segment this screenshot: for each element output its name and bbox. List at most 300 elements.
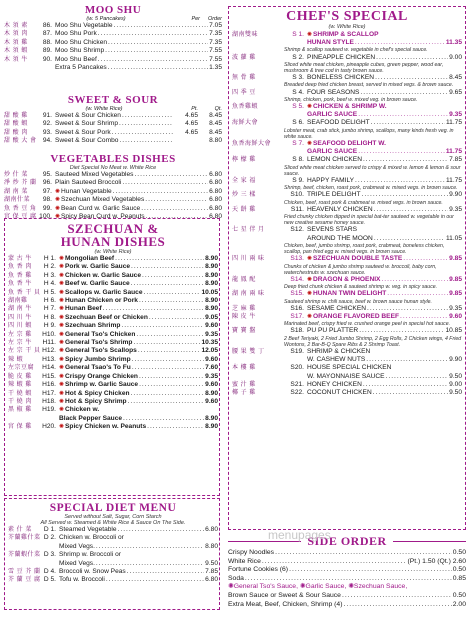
dot-leader: [375, 74, 448, 82]
item-number: H 8.: [43, 313, 56, 321]
dot-leader: [123, 415, 204, 423]
hot-spicy-icon: ✺: [59, 398, 65, 405]
item-chinese-name: 素 什 菜: [8, 527, 32, 533]
item-name: SHRIMP & CHICKEN: [307, 347, 371, 355]
moo-shu-item: [4, 30, 222, 38]
dot-leader: [96, 543, 204, 551]
dot-leader: [400, 313, 448, 321]
dot-leader: [289, 566, 452, 575]
item-name: Moo Shu Vegetable: [55, 22, 113, 29]
chef-special-item: [232, 148, 462, 156]
item-price-quart: 8.45: [209, 120, 222, 128]
sweet-sour-item: [4, 137, 222, 145]
item-description: Marinated beef, crispy fried w. crushed orange peel in special hot sauce.: [284, 321, 451, 328]
item-number: S 8.: [292, 156, 304, 164]
sweet-sour-item: [4, 120, 222, 128]
item-price: 6.80: [209, 196, 222, 204]
item-number: H11.: [42, 339, 56, 347]
item-chinese-name: 炒 三 樣: [232, 192, 256, 199]
szechuan-item: [8, 415, 218, 423]
item-chinese-name: 陳 皮 牛: [232, 313, 256, 320]
item-number: S 6.: [292, 119, 304, 127]
side-order-item: [228, 558, 466, 567]
hot-spicy-icon: ✺: [59, 264, 65, 271]
vegetables-subtitle: Diet Special No Meat w. White Rice: [69, 165, 157, 171]
szechuan-item: [8, 255, 218, 263]
vegetables-section: [4, 153, 222, 221]
dot-leader: [103, 305, 204, 313]
dot-leader: [363, 381, 448, 389]
item-chinese-name: 波 蘿 雞: [232, 54, 256, 61]
item-name: Extra 5 Pancakes: [55, 64, 107, 72]
item-chinese-name: 脆 皮 雞: [8, 373, 32, 380]
item-number: 93.: [42, 128, 52, 136]
szechuan-item: [8, 331, 218, 339]
item-chinese-name: 魚 香 雞: [8, 272, 32, 279]
dot-leader: [139, 381, 204, 389]
dot-leader: [134, 171, 208, 179]
item-chinese-name: 木 須 牛: [4, 56, 28, 63]
item-price: 7.60: [205, 364, 218, 372]
item-price: 8.90: [205, 423, 218, 431]
item-name: DRAGON & PHOENIX: [313, 275, 381, 283]
sweet-sour-subtitle: (w. White Rice): [85, 106, 123, 112]
item-name: LEMON CHICKEN: [307, 156, 362, 164]
item-chinese-name: 甜 酸 大 會: [4, 138, 37, 145]
item-chinese-name: 魚香雞蝦: [232, 104, 259, 111]
item-chinese-name: 左 宗 雞: [8, 331, 32, 338]
side-order-item: [228, 549, 466, 558]
item-chinese-name: 左宗豆腐: [8, 365, 35, 372]
item-name: Hunan Beef: [65, 305, 102, 313]
item-chinese-name: 干 燒 肉: [8, 398, 32, 405]
chef-subtitle: (w. White Rice): [328, 24, 366, 30]
item-number: S13.: [290, 255, 304, 263]
item-number: D 3.: [43, 551, 56, 559]
item-name: TRIPLE DELIGHT: [307, 191, 361, 199]
item-name: Mixed Vegs.: [59, 559, 95, 567]
item-price: 9.90: [449, 356, 462, 364]
item-price: 9.35: [449, 205, 462, 213]
side-order-section: [228, 534, 466, 609]
item-chinese-name: 雪 豆 芥 蘭: [8, 569, 41, 576]
item-price: 8.90: [205, 305, 218, 313]
item-name: PINEAPPLE CHICKEN: [307, 53, 376, 61]
szechuan-item: [8, 373, 218, 381]
hot-spicy-icon: ✺: [59, 390, 65, 397]
item-description: Chicken, beef, roast pork & crabmeat w. mixed vegs. in brown sauce.: [284, 199, 443, 206]
szechuan-list: [8, 255, 218, 432]
item-price: 0.50: [452, 591, 466, 599]
item-number: 87.: [42, 30, 52, 38]
sweet-sour-section: [4, 94, 222, 146]
item-number: S 4.: [292, 88, 304, 96]
item-number: 88.: [42, 38, 52, 46]
dot-leader: [131, 280, 205, 288]
item-chinese-name: 魚 香 干 貝: [8, 289, 41, 296]
item-name: W. MAYONNAISE SAUCE: [307, 372, 385, 380]
item-name: SEAFOOD DELIGHT: [307, 119, 370, 127]
item-number: S 9.: [292, 177, 304, 185]
dot-leader: [127, 568, 204, 576]
item-price: 8.90: [205, 297, 218, 305]
item-number: H 5.: [43, 288, 56, 296]
diet-item: [8, 534, 218, 542]
item-name: Spicy Chicken w. Peanuts: [65, 423, 147, 431]
item-name: SZECHUAN DOUBLE TASTE: [313, 255, 403, 263]
item-price: 9.85: [449, 275, 462, 283]
dot-leader: [359, 327, 444, 335]
moo-shu-item: [4, 22, 222, 30]
item-name: Mongolian Beef: [65, 255, 115, 262]
item-number: S21.: [290, 380, 304, 388]
item-name: Sweet & Sour Shrimp: [55, 120, 119, 128]
item-price: 6.80: [205, 526, 218, 533]
item-name: Hunan Vegetable: [61, 187, 112, 195]
item-name: Moo Shu Pork: [55, 30, 97, 38]
item-number: H 4.: [43, 280, 56, 288]
moo-shu-item: [4, 64, 222, 72]
szechuan-item: [8, 305, 218, 313]
dot-leader: [358, 111, 448, 119]
item-price: 8.90: [205, 255, 218, 262]
item-number: S 7.: [292, 140, 304, 148]
item-chinese-name: 七 星 伴 月: [232, 227, 265, 234]
diet-section: [8, 502, 218, 585]
item-name: FOUR SEASONS: [307, 88, 360, 96]
chef-special-item: [232, 111, 462, 119]
item-price: 11.75: [445, 148, 462, 156]
item-price: 9.90: [449, 191, 462, 199]
chef-section: [232, 10, 462, 397]
side-rule-right: [393, 541, 466, 542]
item-price: 9.50: [205, 559, 218, 567]
item-number: 90.: [42, 55, 52, 63]
side-order-title: SIDE ORDER: [307, 534, 387, 548]
item-number: 94.: [42, 137, 52, 145]
item-name: GARLIC SAUCE: [307, 111, 358, 119]
item-price: 6.80: [209, 179, 222, 187]
item-price: 8.80: [205, 542, 218, 550]
vegetables-list: [4, 171, 222, 221]
item-number: H 9.: [43, 322, 56, 330]
dot-leader: [387, 290, 448, 298]
chef-special-item: [232, 356, 462, 364]
item-price: 7.55: [209, 55, 222, 63]
dot-leader: [374, 235, 445, 243]
chef-title: CHEF'S SPECIAL: [286, 9, 408, 24]
item-chinese-name: 天 餅 雞: [232, 206, 256, 213]
item-number: S 5.: [292, 103, 304, 111]
chef-special-item: [232, 290, 462, 298]
item-number: H14.: [42, 364, 56, 372]
item-description: Fried chunky chicken dipped in special bat-ter sauteed w. vegetable in our new creative sesame honey sauce.: [284, 214, 454, 227]
item-description: Chicken, beef, jumbo shrimp, roast pork, crabmeat, boneless chicken, scallop, pan fried egg w. mixed vegs. in brown sauce.: [284, 242, 445, 256]
item-description: Lobster meat, crab stick, jumbo shrimp, scallops, many kinds fresh veg. in white sauce.: [284, 127, 454, 140]
vegetable-item: [4, 188, 222, 196]
item-chinese-name: 蒙 古 牛: [8, 256, 32, 262]
item-number: H 2.: [43, 263, 56, 271]
item-price: 0.50: [452, 566, 466, 574]
diet-item: [8, 526, 218, 534]
hot-spicy-icon: ✺: [59, 256, 65, 262]
item-name: Tofu w. Broccoli: [59, 576, 105, 584]
item-number: H20.: [42, 423, 56, 431]
hot-spicy-icon: ✺: [55, 214, 61, 221]
item-chinese-name: 干 燒 蝦: [8, 390, 32, 397]
hot-spicy-icon: ✺: [59, 281, 65, 288]
item-chinese-name: 木 須 蝦: [4, 48, 28, 55]
dot-leader: [343, 601, 451, 610]
chef-special-item: [232, 206, 462, 214]
hot-spicy-icon: ✺: [59, 373, 65, 380]
item-price: (Pt.) 1.50 (Qt.) 2.60: [407, 557, 466, 565]
item-name: Sweet & Sour Pork: [55, 128, 111, 136]
dot-leader: [115, 255, 204, 263]
dot-leader: [149, 314, 204, 322]
diet-item: [8, 560, 218, 568]
item-price: 12.05: [201, 347, 218, 355]
item-chinese-name: 宮 保 豆 腐: [4, 214, 37, 221]
dot-leader: [139, 297, 204, 305]
item-price: 8.45: [449, 74, 462, 82]
item-name: Hunan Chicken or Pork: [65, 297, 138, 305]
item-price: 11.75: [445, 177, 462, 185]
item-chinese-name: 椰 子 雞: [232, 389, 256, 396]
dot-leader: [112, 129, 173, 137]
dot-leader: [367, 305, 448, 313]
item-name: Soda: [228, 574, 244, 582]
item-chinese-name: 四 川 蝦: [8, 323, 32, 330]
dot-leader: [362, 191, 449, 199]
item-description: Sliced white meat chicken served to crispy & mixed w. lemon & lemon & sour sauce.: [284, 164, 461, 177]
hot-spicy-icon: ✺: [59, 382, 65, 389]
hot-spicy-icon: ✺: [55, 197, 61, 204]
diet-title: SPECIAL DIET MENU: [49, 502, 177, 514]
item-name: Szechuan Shrimp: [65, 322, 121, 330]
item-chinese-name: 木 須 肉: [4, 31, 28, 38]
item-price: 8.90: [205, 263, 218, 271]
hot-spicy-icon: ✺: [307, 313, 313, 320]
item-number: D 1.: [43, 526, 56, 533]
item-number: S11.: [290, 205, 304, 213]
item-number: S16.: [290, 304, 304, 312]
item-name: Szechuan Mixed Vegetables: [61, 196, 145, 204]
dot-leader: [373, 389, 448, 397]
item-price: 7.85: [449, 156, 462, 164]
item-price: 6.80: [209, 204, 222, 212]
item-name: General Tso's Chicken: [65, 330, 136, 338]
item-name: Sauteed Mixed Vegetables: [55, 171, 134, 178]
hot-spicy-icon: ✺: [59, 289, 65, 296]
szechuan-item: [8, 356, 218, 364]
item-price: 9.60: [449, 312, 462, 320]
item-price: 2.00: [452, 600, 466, 608]
moo-shu-item: [4, 56, 222, 64]
moo-shu-item: [4, 39, 222, 47]
chef-special-item: [232, 381, 462, 389]
item-number: H 1.: [43, 255, 56, 262]
item-name: ORANGE FLAVORED BEEF: [313, 312, 399, 320]
item-name: Beef w. Garlic Sauce: [65, 280, 130, 288]
item-chinese-name: 木 須 雞: [4, 39, 28, 46]
item-number: D 4.: [43, 568, 56, 576]
chef-special-item: [232, 54, 462, 62]
item-price: 6.80: [209, 213, 222, 221]
item-price: 9.85: [449, 290, 462, 298]
item-chinese-name: 芝 麻 雞: [232, 305, 256, 312]
item-name: COCONUT CHICKEN: [307, 388, 372, 396]
item-name: HUNAN TWIN DELIGHT: [313, 290, 387, 298]
szechuan-item: [8, 339, 218, 347]
item-price: 9.35: [449, 304, 462, 312]
item-name: SEAFOOD DELIGHT W.: [313, 140, 386, 148]
item-chinese-name: 無 骨 雞: [232, 75, 256, 82]
item-number: S 3.: [292, 74, 304, 82]
item-number: 98.: [42, 196, 52, 204]
item-price: 0.85: [452, 574, 466, 582]
item-name: General Tso's Scallops: [65, 347, 137, 355]
sweet-sour-list: [4, 112, 222, 146]
item-price: 11.35: [445, 39, 462, 47]
sweet-sour-col-pt: Pt.: [191, 106, 198, 112]
hot-spicy-icon: ✺: [307, 104, 313, 111]
hot-spicy-icon: ✺: [59, 348, 65, 355]
chef-special-item: [232, 255, 462, 263]
item-name: Spicy Bean Curd w. Peanuts: [61, 213, 145, 221]
item-price: 9.35: [449, 111, 462, 119]
hot-spicy-icon: ✺: [307, 141, 313, 148]
item-number: S20.: [290, 364, 304, 372]
item-name: Szechuan Beef or Chicken: [65, 313, 148, 321]
item-chinese-name: 龍 鳳 配: [232, 276, 256, 283]
item-name: Crispy Noodles: [228, 549, 275, 556]
dot-leader: [403, 255, 448, 263]
item-number: 89.: [42, 47, 52, 55]
item-number: S14.: [290, 275, 304, 283]
diet-item: [8, 576, 218, 584]
watermark: menupages: [268, 528, 331, 542]
vegetables-title: VEGETABLES DISHES: [50, 153, 176, 165]
item-number: H16.: [42, 381, 56, 389]
dot-leader: [105, 47, 208, 55]
side-order-list: [228, 549, 466, 609]
item-price: 11.05: [445, 234, 462, 242]
side-order-item: [228, 601, 466, 610]
szechuan-item: [8, 406, 218, 414]
dot-leader: [143, 289, 200, 297]
hot-spicy-icon: ✺: [59, 306, 65, 313]
diet-subtitle-1: Served without Salt, Sugar, Corn Starch: [64, 514, 162, 520]
moo-shu-list: [4, 22, 222, 72]
item-chinese-name: 寶 寶 盤: [232, 328, 256, 335]
szechuan-item: [8, 280, 218, 288]
item-price: 10.05: [201, 288, 218, 296]
item-name: Sweet & Sour Combo: [55, 137, 119, 145]
dot-leader: [374, 206, 449, 214]
item-price: 6.80: [209, 171, 222, 178]
item-price: 9.00: [449, 380, 462, 388]
item-chinese-name: 海鮮大會: [232, 120, 259, 127]
diet-item: [8, 568, 218, 576]
dot-leader: [355, 177, 445, 185]
item-chinese-name: 芥 蘭 豆 腐: [8, 577, 41, 584]
chef-special-item: [232, 313, 462, 321]
chef-special-item: [232, 235, 462, 243]
diet-subtitle-2: All Served w. Steamed & White Rice & Sauce On The Side.: [40, 520, 186, 526]
item-number: S19.: [290, 347, 304, 355]
item-price-pint: 4.65: [185, 112, 198, 119]
item-number: H13.: [42, 355, 56, 363]
dot-leader: [355, 39, 445, 47]
chef-special-item: [232, 348, 462, 356]
chef-special-item: [232, 191, 462, 199]
item-name: PU PU PLATTER: [307, 327, 359, 335]
item-description: Shrimp, chicken, pork, beef w. mixed veg. in brown sauce.: [284, 96, 418, 103]
item-name: Mixed Vegs.: [59, 542, 95, 550]
item-number: S18.: [290, 327, 304, 335]
item-chinese-name: 甜 酸 肉: [4, 129, 28, 136]
side-order-item: [228, 583, 466, 592]
item-chinese-name: 芥蘭雞什菜: [8, 535, 41, 542]
item-chinese-name: 湖 南 牛: [8, 306, 32, 313]
item-name: Moo Shu Chicken: [55, 38, 108, 46]
item-number: D 5.: [43, 576, 56, 584]
item-price: 7.55: [209, 47, 222, 55]
item-chinese-name: 全 家 福: [232, 178, 256, 185]
chef-special-item: [232, 140, 462, 148]
item-price: 7.05: [209, 22, 222, 29]
item-number: S 1.: [292, 31, 304, 38]
item-price: 10.85: [445, 327, 462, 335]
chef-special-item: [232, 276, 462, 284]
dot-leader: [360, 89, 448, 97]
item-price-pint: 4.65: [185, 120, 198, 128]
szechuan-item: [8, 364, 218, 372]
moo-shu-subtitle: (w. 5 Pancakes): [86, 16, 126, 22]
dot-leader: [119, 137, 173, 145]
dot-leader: [145, 196, 208, 204]
item-price: 9.65: [449, 88, 462, 96]
item-number: H12.: [42, 347, 56, 355]
item-description: 2 Beef Teriyaki, 2 Fried Jumbo Shrimp, 2 Egg Rolls, 2 Chicken wings, 4 Fried Wontons, 2 Bar-B-Q Spare Ribs & 2 Shrimp Toast.: [284, 335, 462, 348]
chef-special-item: [232, 373, 462, 381]
item-price: 10.35: [201, 339, 218, 347]
item-price: 9.60: [205, 381, 218, 389]
item-name: Shrimp w. Garlic Sauce: [65, 381, 139, 389]
item-chinese-name: 四 川 兩 味: [232, 256, 265, 263]
item-name: Crispy Orange Chicken: [65, 372, 138, 380]
item-number: 97.: [42, 187, 52, 195]
item-name: Chicken w.: [65, 406, 100, 414]
hot-spicy-icon: ✺: [59, 356, 65, 363]
dot-leader: [121, 322, 204, 330]
item-price-pint: 4.65: [185, 128, 198, 136]
dot-leader: [136, 331, 204, 339]
dot-leader: [122, 112, 173, 120]
item-description: Breaded deep fried chicken breast, served in mixed vegs. & brown sauce.: [284, 82, 454, 89]
item-chinese-name: 甜 酸 雞: [4, 113, 28, 119]
dot-leader: [132, 364, 204, 372]
dot-leader: [98, 30, 208, 38]
item-price: 6.80: [205, 576, 218, 584]
dot-leader: [138, 347, 201, 355]
item-chinese-name: 腰 果 雙 丁: [232, 348, 265, 355]
item-price: 9.50: [449, 372, 462, 380]
item-chinese-name: 辣 蝦 雞: [8, 382, 32, 389]
hot-spicy-icon: ✺: [59, 298, 65, 305]
hot-spicy-icon: ✺: [59, 323, 65, 330]
